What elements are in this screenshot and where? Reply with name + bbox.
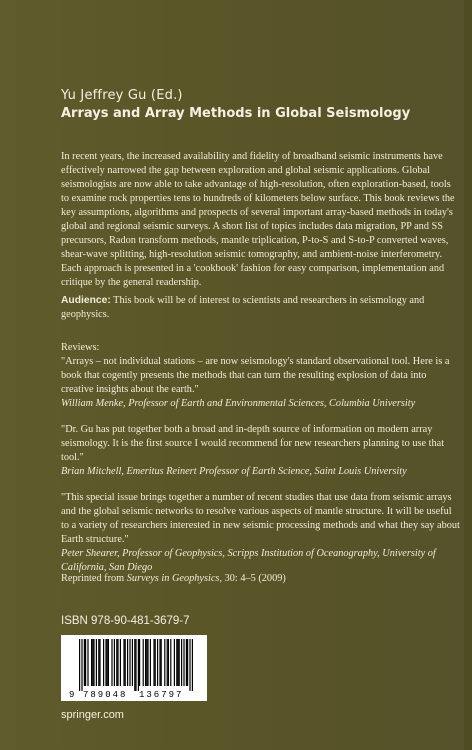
barcode-bar [146, 639, 147, 686]
isbn-label: ISBN 978-90-481-3679-7 [61, 615, 190, 627]
barcode-bar [179, 639, 180, 686]
barcode-bar [98, 639, 99, 686]
reprint-suffix: , 30: 4–5 (2009) [219, 573, 286, 584]
barcode-bar [103, 639, 104, 686]
barcode-bar [127, 639, 128, 686]
barcode-bar [129, 639, 130, 686]
spine-edge [464, 0, 472, 750]
barcode-digits-left: 789048 [83, 690, 128, 700]
book-title: Arrays and Array Methods in Global Seismology [61, 106, 411, 121]
barcode-bar [147, 639, 148, 686]
barcode-bar [155, 639, 156, 686]
barcode-bar [111, 639, 112, 686]
barcode-bar [91, 639, 92, 686]
review-item [61, 423, 461, 479]
publisher-url: springer.com [61, 709, 124, 721]
barcode-bar [170, 639, 171, 686]
reprint-note [61, 573, 286, 584]
description-paragraph: In recent years, the increased availability and fidelity of broadband seismic instruments have effectively narrowed the gap between exploration and global seismic applications. Global seismologists are now able to take advantage of high-resolution, often exploration-based, tools to examine rock properties tens to hundreds of kilometers below surface. This book reviews the key assumptions, algorithms and prospects of several important array-based methods in today's global and regional seismic surveys. A short list of topics includes data migration, PP and SS precursors, Radon transform methods, mantle triplication, P-to-S and S-to-P converted waves, shear-wave splitting, high-resolution seismic tomography, and ambient-noise interferometry. Each approach is presented in a 'cookbook' fashion for easy comparison, implementation and critique by the general readership. [61, 151, 455, 288]
barcode-bar [139, 639, 140, 686]
barcode-bar [96, 639, 97, 686]
barcode-bar [187, 639, 188, 686]
audience-paragraph [61, 294, 461, 322]
barcode-digits-right: 136797 [139, 690, 184, 700]
barcode-bar [120, 639, 121, 686]
barcode-bar [174, 639, 175, 686]
barcode-bar [145, 639, 146, 686]
barcode-bar [125, 639, 126, 686]
barcode-bar [186, 639, 187, 686]
barcode-bar [150, 639, 151, 686]
barcode-bar [87, 639, 88, 686]
review-quote: "Dr. Gu has put together both a broad and in-depth source of information on modern array seismology. It is the first source I would recommend for new researchers planning to use that tool." [61, 424, 445, 463]
barcode-bar [164, 639, 165, 686]
reviews-heading: Reviews: [61, 342, 100, 353]
barcode-bar [123, 639, 124, 686]
barcode-bar [99, 639, 100, 686]
audience-text: This book will be of interest to scientists and researchers in seismology and geophysics. [61, 295, 425, 320]
barcode-bar [143, 639, 144, 686]
barcode-bar [84, 639, 85, 686]
review-author: Peter Shearer, Professor of Geophysics, Scripps Institution of Oceanography, University of California, San Diego [61, 548, 436, 573]
review-item [61, 491, 461, 575]
barcode-bar [93, 639, 94, 686]
barcode-bar [168, 639, 169, 686]
barcode-bar [159, 639, 160, 686]
barcode-bar [105, 639, 106, 686]
barcode-bar [79, 639, 80, 691]
barcode-bar [153, 639, 154, 686]
barcode-bar [138, 639, 139, 691]
barcode-bar [114, 639, 115, 686]
reviews-section [61, 341, 461, 587]
barcode-bar [92, 639, 93, 686]
barcode-bar [181, 639, 182, 686]
barcode-bar [177, 639, 178, 686]
barcode-bar [132, 639, 133, 686]
barcode-graphic [61, 635, 207, 701]
audience-label: Audience: [61, 295, 111, 306]
barcode [61, 635, 207, 701]
review-quote: "This special issue brings together a number of recent studies that use data from seismic arrays and the global seismic networks to resolve various aspects of mantle structure. It will be useful to a variety of researchers interested in new seismic processing methods and what they say about Earth structure." [61, 492, 460, 545]
barcode-bar [189, 639, 190, 691]
barcode-bars [79, 639, 193, 691]
barcode-bar [192, 639, 193, 691]
barcode-bar [161, 639, 162, 686]
barcode-bar [85, 639, 86, 686]
review-author: Brian Mitchell, Emeritus Reinert Professor of Earth Science, Saint Louis University [61, 466, 407, 477]
barcode-bar [107, 639, 108, 686]
barcode-bar [81, 639, 82, 691]
barcode-bar [176, 639, 177, 686]
barcode-bar [117, 639, 118, 686]
barcode-bar [167, 639, 168, 686]
review-item [61, 355, 461, 411]
editor-name: Yu Jeffrey Gu (Ed.) [61, 88, 183, 103]
barcode-bar [116, 639, 117, 686]
barcode-bar [108, 639, 109, 686]
reprint-prefix: Reprinted from [61, 573, 127, 584]
barcode-bar [134, 639, 135, 691]
barcode-bar [135, 639, 136, 691]
barcode-bar [183, 639, 184, 686]
reprint-journal: Surveys in Geophysics [126, 573, 220, 584]
barcode-bar [157, 639, 158, 686]
review-author: William Menke, Professor of Earth and Environmental Sciences, Columbia University [61, 398, 416, 409]
barcode-digit-lead: 9 [69, 690, 75, 700]
review-quote: "Arrays – not individual stations – are now seismology's standard observational tool. Here is a book that cogently presents the methods that can turn the resulting explosion of data into creative insights about the earth." [61, 356, 450, 395]
